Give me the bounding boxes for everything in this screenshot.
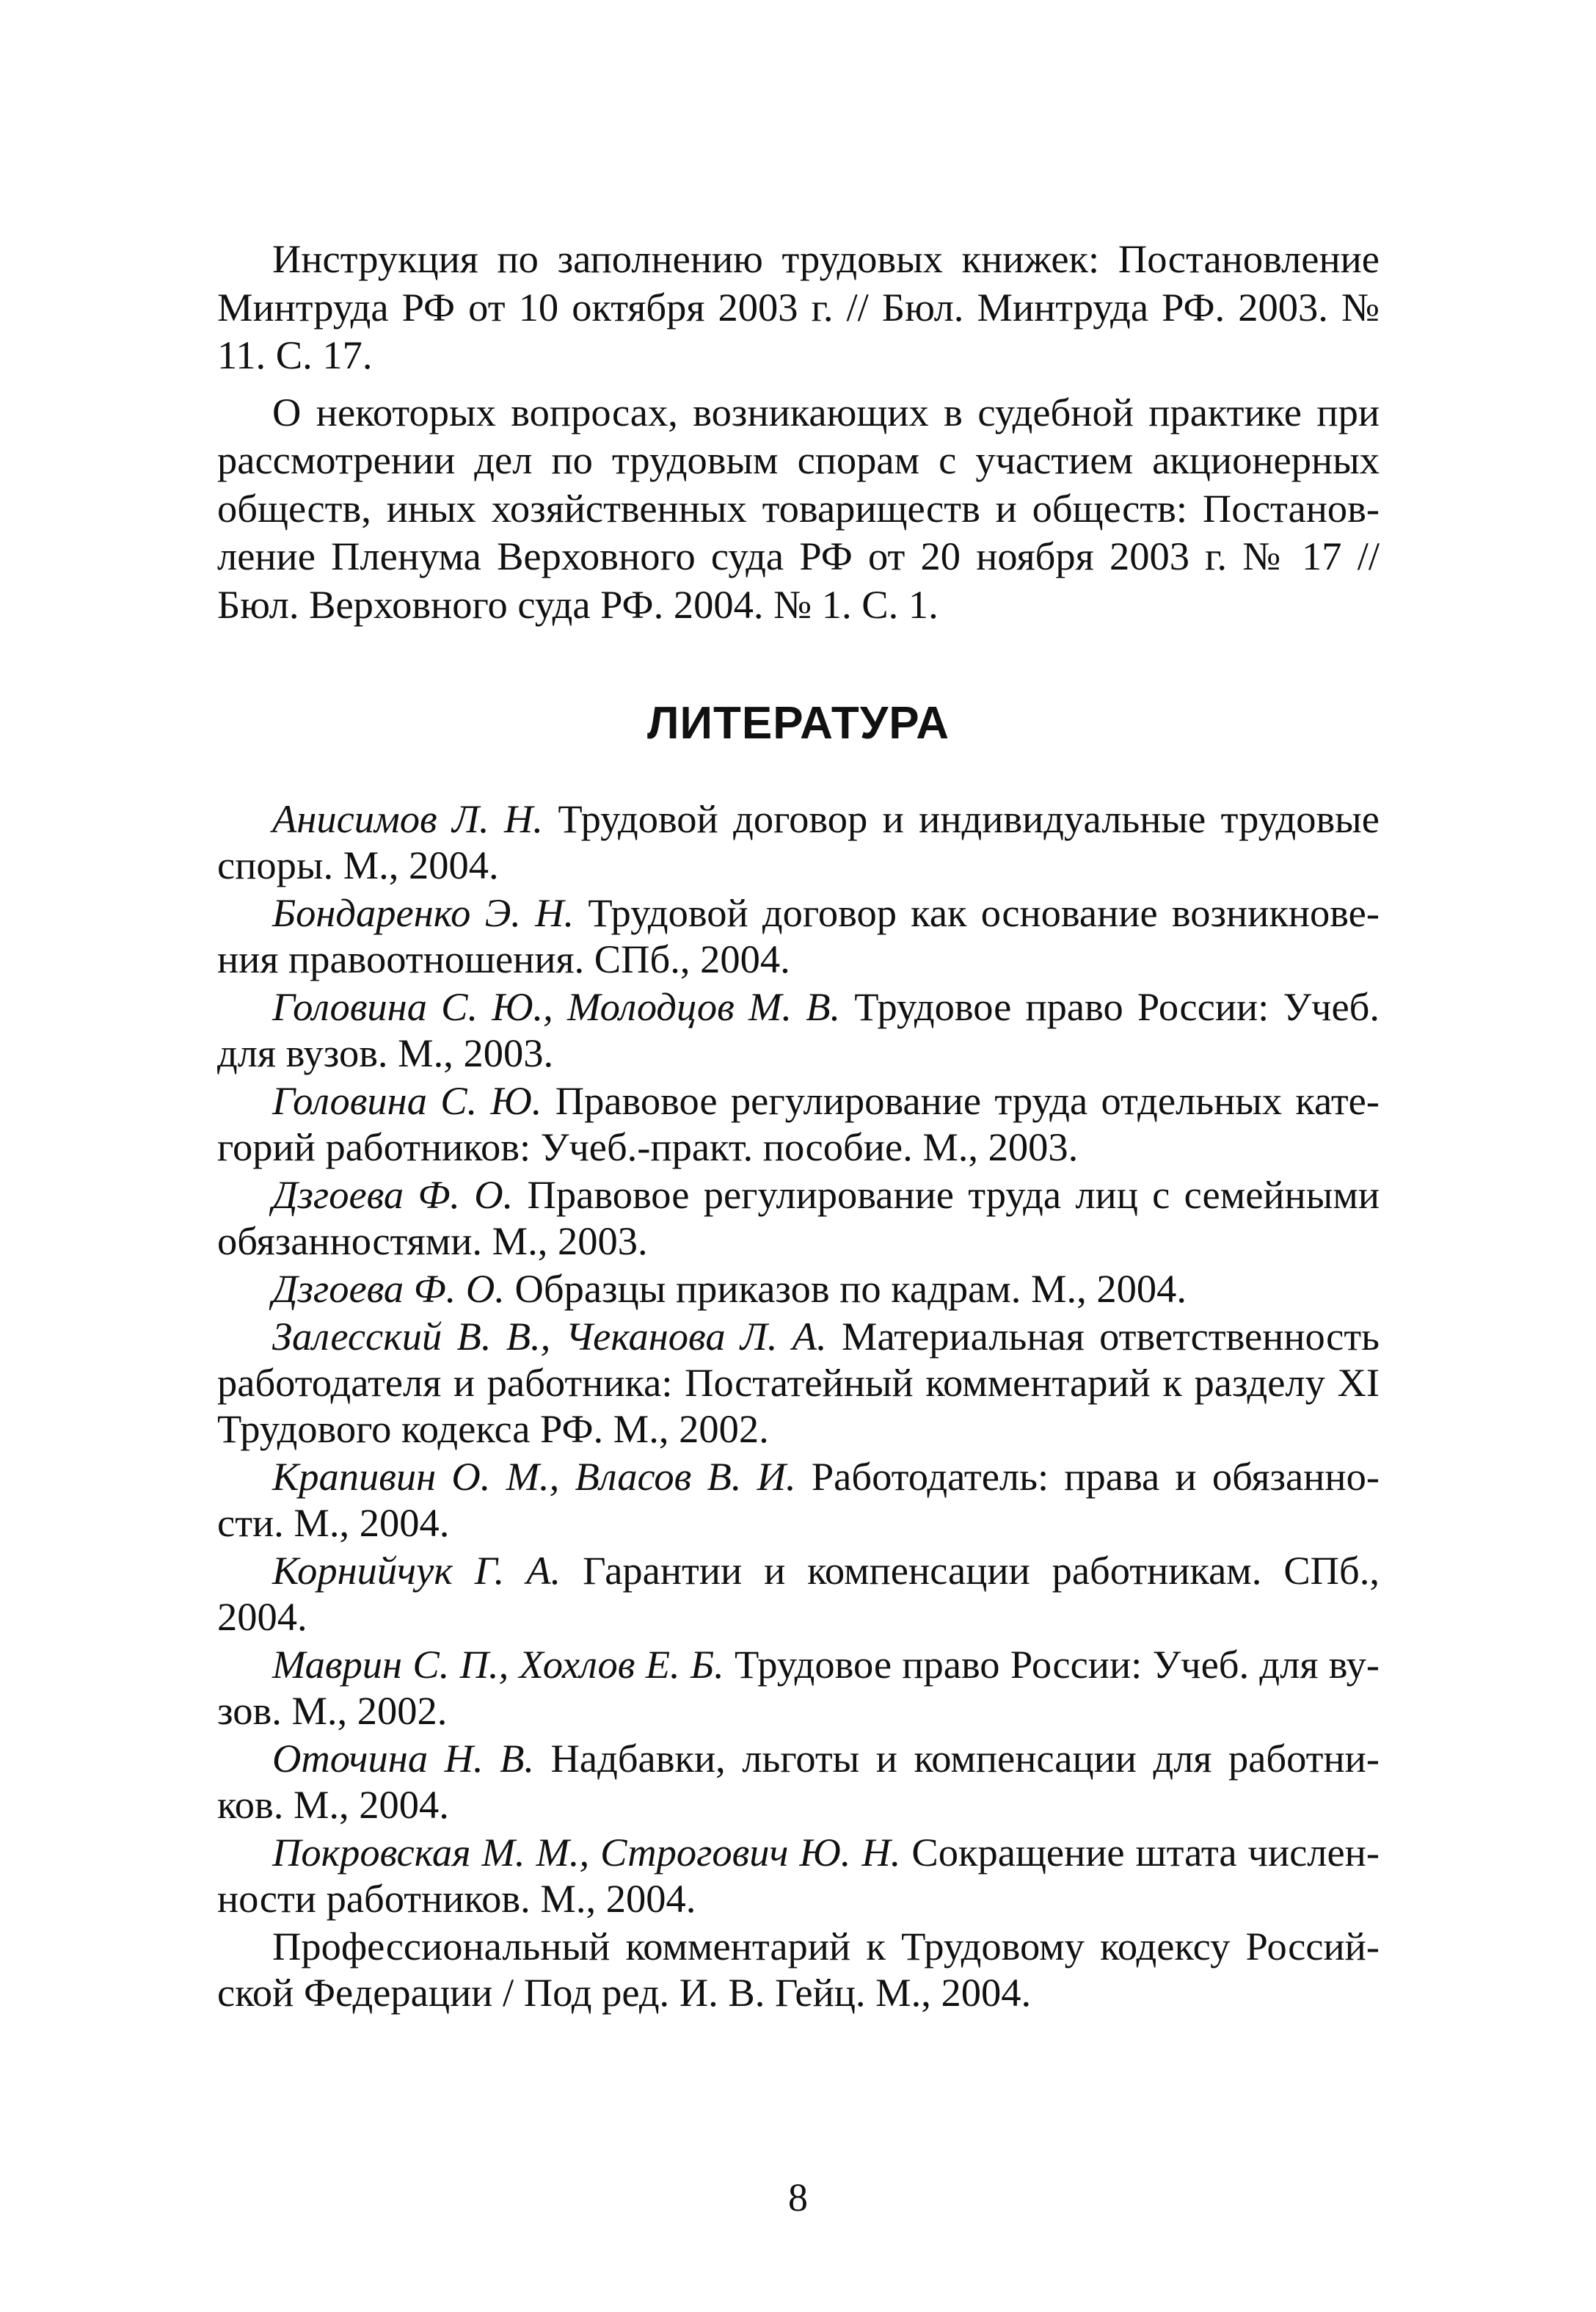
reference-list (217, 796, 1380, 2015)
reference-author: Анисимов Л. Н. (272, 796, 544, 841)
reference-text: Трудовой договор как основание возникновения правоотношения. СПб., 2004. (217, 890, 1380, 981)
reference-text: Образцы приказов по кадрам. М., 2004. (504, 1266, 1187, 1311)
reference-item (217, 1077, 1380, 1170)
reference-text: Трудовое право России: Учеб. для вузов. М., 2003. (217, 984, 1380, 1075)
reference-item (217, 1641, 1380, 1734)
reference-text: Трудовой договор и индивидуальные трудовые споры. М., 2004. (217, 796, 1380, 887)
reference-text: Профессиональный комментарий к Трудовому кодексу Российской Федерации / Под ред. И. В. Гейц. М., 2004. (217, 1924, 1380, 2015)
reference-text: Работодатель: права и обязанности. М., 2004. (217, 1454, 1380, 1545)
reference-item (217, 1171, 1380, 1264)
reference-item (217, 1829, 1380, 1922)
page-number: 8 (788, 2175, 808, 2220)
reference-item (217, 984, 1380, 1076)
reference-item (217, 1453, 1380, 1546)
reference-author: Маврин С. П., Хохлов Е. Б. (272, 1642, 724, 1687)
reference-item (217, 1547, 1380, 1640)
reference-item (217, 1923, 1380, 2015)
reference-item (217, 1265, 1380, 1312)
paragraph-instruction: Инструкция по заполнению трудовых книжек: Постановление Минтруда РФ от 10 октября 2003 г. // Бюл. Минтруда РФ. 2003. № 11. С. 17. (217, 236, 1380, 377)
reference-author: Головина С. Ю. (272, 1078, 542, 1123)
page-body (217, 235, 1380, 2017)
reference-text: Трудовое право России: Учеб. для вузов. М., 2002. (217, 1642, 1380, 1733)
reference-item (217, 890, 1380, 982)
reference-text: Сокращение штата численности работников. М., 2004. (217, 1830, 1380, 1921)
reference-author: Покровская М. М., Строгович Ю. Н. (272, 1830, 901, 1875)
reference-item (217, 1735, 1380, 1828)
reference-author: Дзгоева Ф. О. (272, 1266, 505, 1311)
paragraph-plenum-resolution: О некоторых вопросах, возникающих в судебной практике при рассмотрении дел по трудовым спорам с участием акционерных обществ, иных хозяйственных товариществ и обществ: Постановление Пленума Верховного суда РФ от 20 ноября 2003 г. № 17 // Бюл. Верховного суда РФ. 2004. № 1. С. 1. (217, 389, 1380, 627)
section-title: ЛИТЕРАТУРА (646, 698, 950, 749)
reference-author: Головина С. Ю., Молодцов М. В. (272, 984, 841, 1029)
reference-text: Правовое регулирование труда отдельных категорий работников: Учеб.-практ. пособие. М., 2003. (217, 1078, 1380, 1169)
reference-author: Оточина Н. В. (272, 1736, 535, 1781)
reference-item (217, 1313, 1380, 1452)
reference-text: Материальная ответственность работодателя и работника: Постатейный комментарий к разделу XI Трудового кодекса РФ. М., 2002. (217, 1314, 1380, 1451)
reference-author: Крапивин О. М., Власов В. И. (272, 1454, 796, 1499)
reference-author: Залесский В. В., Чеканова Л. А. (272, 1314, 827, 1359)
reference-text: Правовое регулирование труда лиц с семейными обязанностями. М., 2003. (217, 1172, 1380, 1263)
reference-item (217, 796, 1380, 888)
reference-author: Корнийчук Г. А. (272, 1548, 561, 1593)
reference-author: Дзгоева Ф. О. (272, 1172, 514, 1217)
reference-author: Бондаренко Э. Н. (272, 890, 575, 935)
reference-text: Надбавки, льготы и компенсации для работников. М., 2004. (217, 1736, 1380, 1827)
reference-text: Гарантии и компенсации работникам. СПб., 2004. (217, 1548, 1380, 1639)
